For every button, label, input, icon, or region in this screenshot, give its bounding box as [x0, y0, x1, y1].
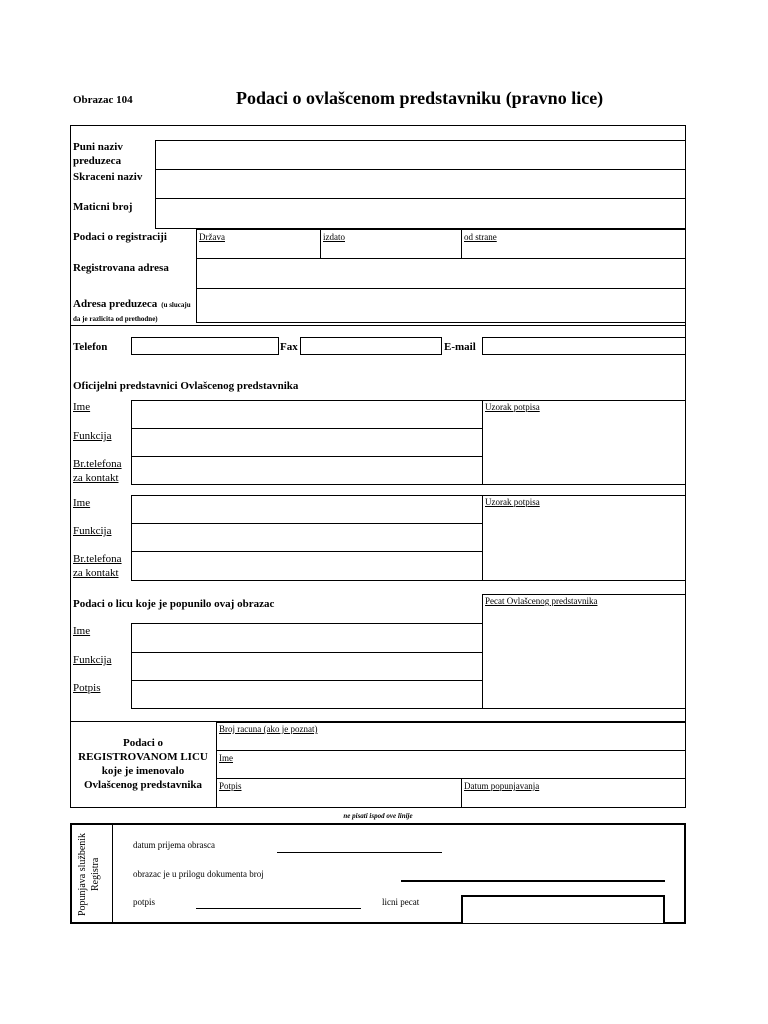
registered-account-label: Broj racuna (ako je poznat) — [219, 724, 318, 734]
office-vertical-line-2: Registra — [90, 857, 101, 891]
registered-signature-label: Potpis — [219, 781, 242, 791]
attached-doc-label: obrazac je u prilogu dokumenta broj — [133, 869, 264, 879]
office-signature-label: potpis — [133, 897, 156, 907]
official-1-signature-label: Uzorak potpisa — [485, 402, 540, 412]
registered-name-field[interactable] — [216, 750, 686, 779]
registered-label-line-2: REGISTROVANOM LICU — [78, 751, 208, 763]
officials-title: Oficijelni predstavnici Ovlašcenog predstavnika — [73, 380, 299, 392]
filler-title: Podaci o licu koje je popunilo ovaj obrazac — [73, 598, 275, 610]
filler-name-field[interactable] — [131, 623, 483, 653]
registered-label-line-3: koje je imenovalo — [101, 765, 185, 777]
fax-label: Fax — [280, 341, 298, 353]
official-2-contact-field[interactable] — [131, 551, 483, 581]
official-2-function-field[interactable] — [131, 523, 483, 552]
filler-function-field[interactable] — [131, 652, 483, 681]
official-1-function-label: Funkcija — [73, 430, 112, 442]
issued-label: izdato — [323, 232, 345, 242]
page-title: Podaci o ovlašcenom predstavniku (pravno lice) — [236, 88, 604, 108]
official-2-name-field[interactable] — [131, 495, 483, 524]
email-field[interactable] — [482, 337, 686, 355]
registered-date-label: Datum popunjavanja — [464, 781, 540, 791]
reg-number-label: Maticni broj — [73, 201, 133, 213]
official-2-signature-label: Uzorak potpisa — [485, 497, 540, 507]
official-1-contact-field[interactable] — [131, 456, 483, 485]
received-date-line[interactable] — [277, 852, 442, 853]
official-1-name-field[interactable] — [131, 400, 483, 429]
attached-doc-line[interactable] — [401, 880, 665, 882]
address-label: Adresa preduzeca — [73, 298, 158, 310]
full-name-field[interactable] — [155, 140, 686, 170]
filler-signature-field[interactable] — [131, 680, 483, 709]
office-stamp-box[interactable] — [461, 895, 665, 923]
official-2-function-label: Funkcija — [73, 525, 112, 537]
office-vertical-label — [76, 826, 108, 922]
official-2-contact-label-2: za kontakt — [73, 567, 119, 579]
issuer-label: od strane — [464, 232, 497, 242]
filler-name-label: Ime — [73, 625, 91, 637]
full-name-label: Puni naziv preduzeca — [73, 141, 123, 167]
official-1-name-label: Ime — [73, 401, 91, 413]
registered-label-line-1: Podaci o — [122, 737, 164, 749]
filler-stamp-label: Pecat Ovlašcenog predstavnika — [485, 596, 598, 606]
address-label-block — [73, 297, 198, 325]
registration-label: Podaci o registraciji — [73, 231, 167, 243]
official-1-function-field[interactable] — [131, 428, 483, 457]
short-name-field[interactable] — [155, 169, 686, 199]
office-stamp-label: licni pecat — [382, 897, 420, 907]
divider — [70, 325, 686, 326]
registered-name-label: Ime — [219, 753, 233, 763]
divider — [112, 825, 113, 923]
official-2-contact-label-1: Br.telefona — [73, 553, 122, 565]
official-1-contact-label-2: za kontakt — [73, 472, 119, 484]
official-1-contact-label-1: Br.telefona — [73, 458, 122, 470]
filler-function-label: Funkcija — [73, 654, 112, 666]
registered-label — [71, 736, 215, 792]
form-code: Obrazac 104 — [73, 94, 133, 106]
email-label: E-mail — [444, 341, 476, 353]
address-note: (u slucaju da je razlicita od prethodne) — [73, 301, 191, 323]
office-signature-line[interactable] — [196, 908, 361, 909]
filler-signature-label: Potpis — [73, 682, 101, 694]
registered-signature-field[interactable] — [216, 778, 462, 808]
address-field[interactable] — [196, 288, 686, 323]
official-2-name-label: Ime — [73, 497, 91, 509]
reg-address-field[interactable] — [196, 258, 686, 289]
country-label: Država — [199, 232, 225, 242]
phone-field[interactable] — [131, 337, 279, 355]
fax-field[interactable] — [300, 337, 442, 355]
reg-number-field[interactable] — [155, 198, 686, 229]
reg-address-label: Registrovana adresa — [73, 262, 169, 274]
office-vertical-line-1: Popunjava službenik — [77, 832, 88, 916]
received-date-label: datum prijema obrasca — [133, 840, 215, 850]
phone-label: Telefon — [73, 341, 108, 353]
do-not-write-note: ne pisati ispod ove linije — [343, 812, 413, 820]
short-name-label: Skraceni naziv — [73, 171, 143, 183]
registered-label-line-4: Ovlašcenog predstavnika — [83, 779, 203, 791]
filler-stamp-box[interactable] — [482, 594, 686, 709]
